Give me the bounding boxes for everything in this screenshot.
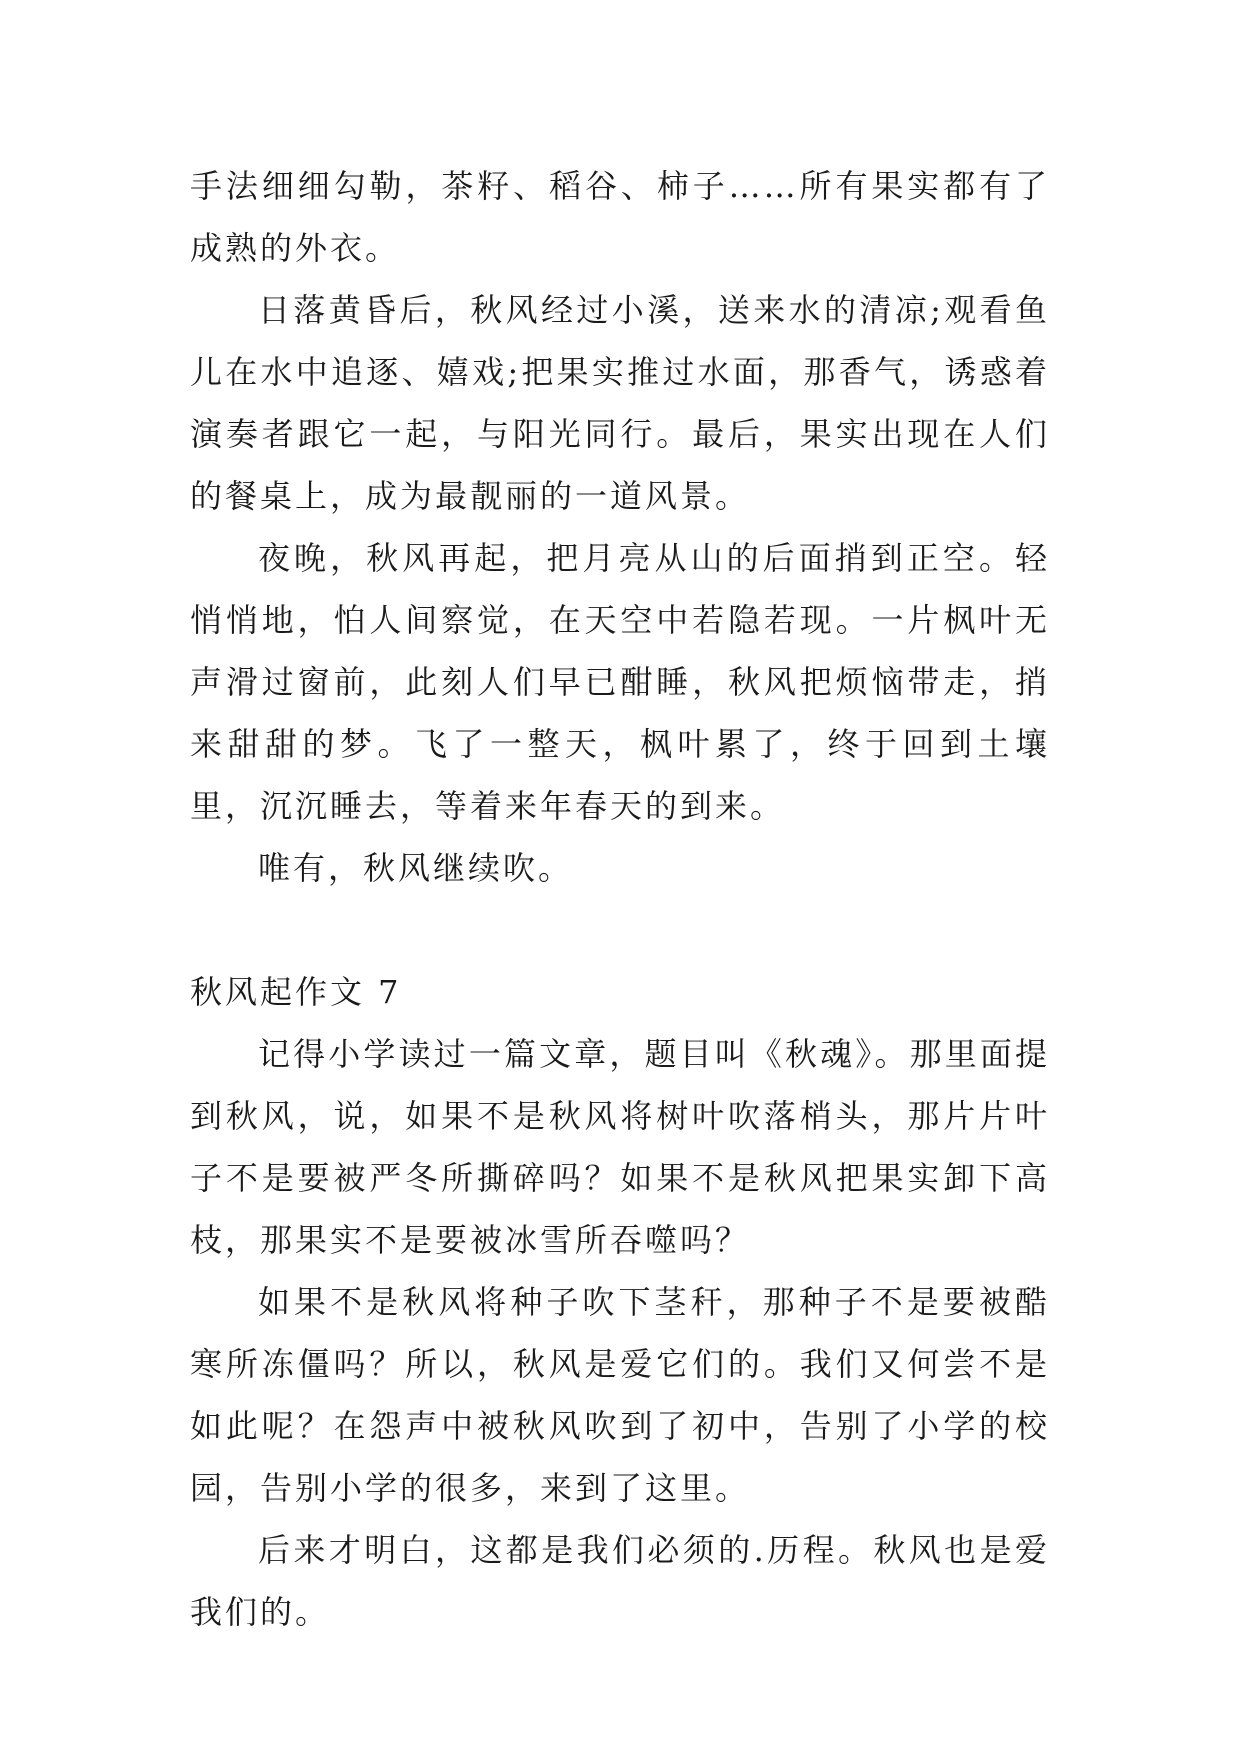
paragraph: 唯有，秋风继续吹。: [258, 849, 574, 887]
paragraph: 记得小学读过一篇文章，题目叫《秋魂》。那里面提到秋风，说，如果不是秋风将树叶吹落梢头，那片片叶子不是要被严冬所撕碎吗？如果不是秋风把果实卸下高枝，那果实不是要被冰雪所吞噬吗？: [190, 1035, 1050, 1259]
paragraph: 后来才明白，这都是我们必须的.历程。秋风也是爱我们的。: [190, 1531, 1050, 1631]
section-heading: 秋风起作文 7: [190, 973, 402, 1011]
paragraph: 日落黄昏后，秋风经过小溪，送来水的清凉;观看鱼儿在水中追逐、嬉戏;把果实推过水面，那香气，诱惑着演奏者跟它一起，与阳光同行。最后，果实出现在人们的餐桌上，成为最靓丽的一道风景。: [190, 291, 1050, 515]
paragraph: 夜晚，秋风再起，把月亮从山的后面捎到正空。轻悄悄地，怕人间察觉，在天空中若隐若现。一片枫叶无声滑过窗前，此刻人们早已酣睡，秋风把烦恼带走，捎来甜甜的梦。飞了一整天，枫叶累了，终于回到土壤里，沉沉睡去，等着来年春天的到来。: [190, 539, 1050, 825]
document-body: [190, 155, 1050, 1643]
paragraph: 手法细细勾勒，茶籽、稻谷、柿子……所有果实都有了成熟的外衣。: [190, 167, 1050, 267]
paragraph: 如果不是秋风将种子吹下茎秆，那种子不是要被酷寒所冻僵吗？所以，秋风是爱它们的。我们又何尝不是如此呢？在怨声中被秋风吹到了初中，告别了小学的校园，告别小学的很多，来到了这里。: [190, 1283, 1050, 1507]
